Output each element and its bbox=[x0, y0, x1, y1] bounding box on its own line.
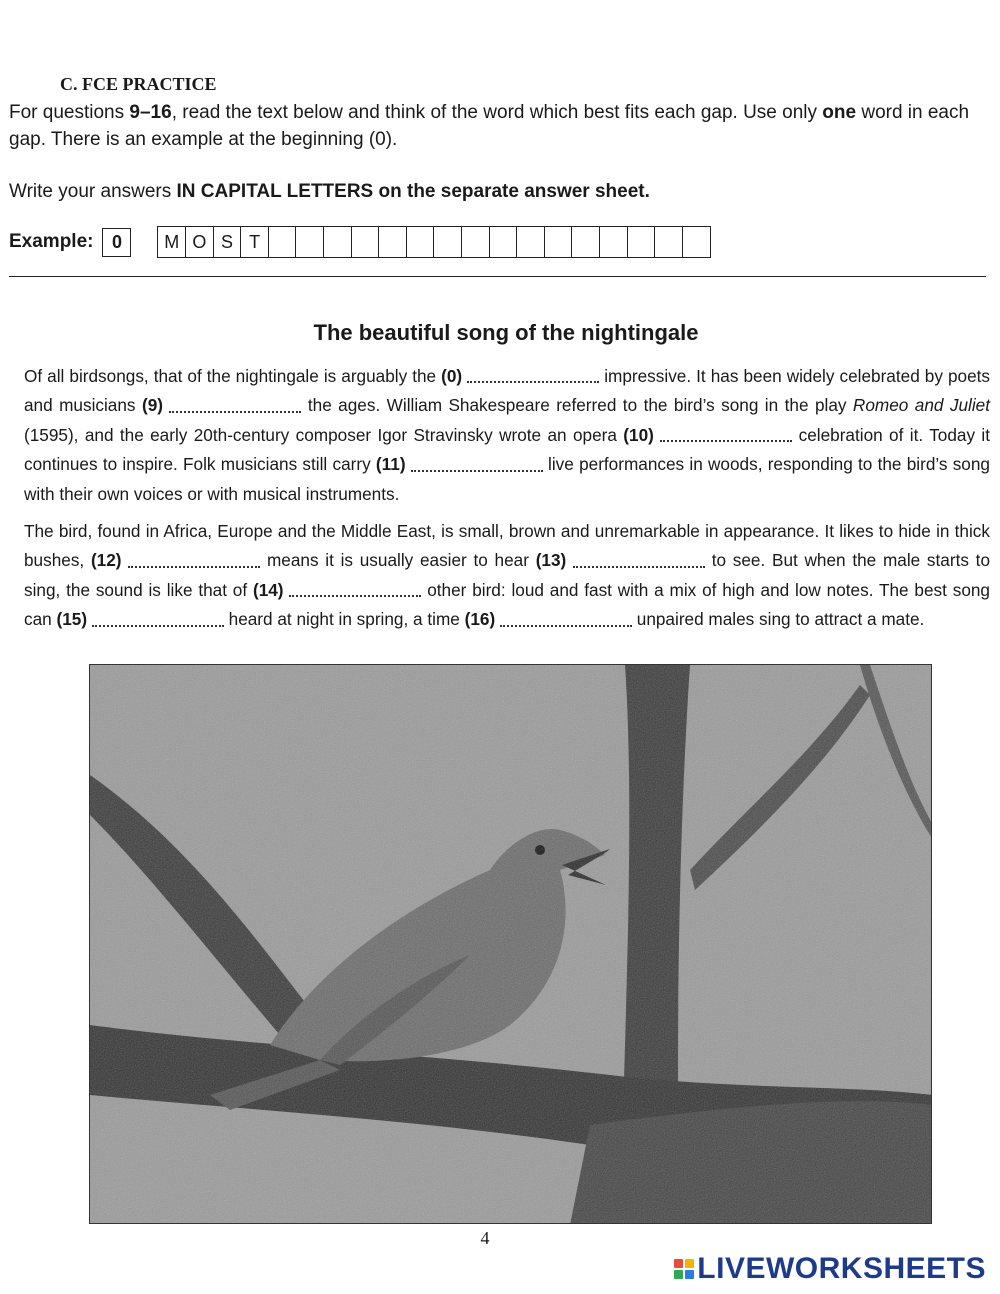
gap-0 bbox=[467, 371, 599, 383]
logo-square-yellow bbox=[685, 1259, 694, 1268]
instructions-paragraph bbox=[9, 99, 989, 153]
answer-cell bbox=[296, 227, 324, 257]
play-title: Romeo and Juliet bbox=[852, 395, 990, 416]
instr-text-1: For questions bbox=[9, 102, 130, 123]
question-range: 9–16 bbox=[129, 102, 172, 123]
p1-text-1: Of all birdsongs, that of the nightingale is arguably the bbox=[24, 366, 442, 386]
p1-text-5: celebration of it. Today it continues to inspire. Folk musicians still carry bbox=[24, 424, 991, 475]
answer-instruction-text: Write your answers bbox=[9, 181, 177, 202]
gap-15[interactable] bbox=[92, 615, 224, 627]
gap-number-10: (10) bbox=[623, 424, 654, 445]
liveworksheets-logo[interactable] bbox=[674, 1252, 986, 1286]
gap-16[interactable] bbox=[500, 615, 632, 627]
article-title: The beautiful song of the nightingale bbox=[313, 320, 699, 345]
liveworksheets-text: LIVEWORKSHEETS bbox=[697, 1252, 986, 1285]
page-number: 4 bbox=[480, 1228, 490, 1248]
article-paragraph-1 bbox=[24, 362, 990, 509]
gap-number-16: (16) bbox=[464, 609, 496, 630]
answer-cell bbox=[600, 227, 628, 257]
answer-cell bbox=[434, 227, 462, 257]
gap-number-13: (13) bbox=[535, 550, 567, 571]
answer-cell bbox=[655, 227, 683, 257]
answer-instruction bbox=[9, 178, 989, 205]
answer-cell: T bbox=[241, 227, 269, 257]
gap-number-12: (12) bbox=[90, 550, 122, 571]
gap-11[interactable] bbox=[411, 460, 543, 472]
gap-10[interactable] bbox=[660, 430, 792, 442]
p1-text-4: (1595), and the early 20th-century composer Igor Stravinsky wrote an opera bbox=[24, 424, 624, 445]
logo-square-blue bbox=[685, 1270, 694, 1279]
answer-cell: M bbox=[158, 227, 186, 257]
gap-number-0: (0) bbox=[441, 366, 463, 386]
p1-text-6: live performances in woods, responding to the bird’s song with their own voices or with musical instruments. bbox=[24, 454, 990, 504]
answer-cell bbox=[517, 227, 545, 257]
answer-cell bbox=[352, 227, 380, 257]
answer-cell: O bbox=[186, 227, 214, 257]
example-row bbox=[9, 226, 711, 258]
article-paragraph-2 bbox=[24, 517, 990, 635]
one-word-emphasis: one bbox=[822, 102, 857, 123]
example-label: Example: bbox=[9, 231, 94, 252]
instr-text-2: , read the text below and think of the word which best fits each gap. Use only bbox=[171, 102, 823, 123]
example-number-box: 0 bbox=[102, 228, 131, 257]
answer-cell bbox=[545, 227, 573, 257]
photo-grain bbox=[90, 665, 932, 1224]
answer-cell: S bbox=[214, 227, 242, 257]
p2-text-2: means it is usually easier to hear bbox=[260, 550, 536, 571]
p2-text-4: other bird: loud and fast with a mix of high and low notes. The best song can bbox=[24, 579, 990, 630]
answer-instruction-bold: IN CAPITAL LETTERS on the separate answer sheet. bbox=[176, 181, 650, 202]
section-title: C. FCE PRACTICE bbox=[60, 74, 217, 94]
answer-cell bbox=[683, 227, 711, 257]
logo-square-red bbox=[674, 1259, 683, 1268]
gap-number-14: (14) bbox=[252, 579, 284, 600]
gap-9[interactable] bbox=[169, 401, 301, 413]
gap-number-11: (11) bbox=[375, 454, 406, 475]
p2-text-3: to see. But when the male starts to sing, the sound is like that of bbox=[24, 550, 991, 600]
p2-text-5: heard at night in spring, a time bbox=[223, 609, 465, 630]
p2-text-1: The bird, found in Africa, Europe and the Middle East, is small, brown and unremarkable in appearance. It likes to hide in thick bushes, bbox=[24, 521, 990, 571]
nightingale-photo bbox=[89, 664, 932, 1224]
divider-line bbox=[9, 276, 986, 277]
answer-cell bbox=[628, 227, 656, 257]
liveworksheets-icon bbox=[674, 1259, 694, 1279]
gap-number-9: (9) bbox=[141, 395, 163, 416]
answer-cell bbox=[407, 227, 435, 257]
gap-13[interactable] bbox=[573, 556, 705, 568]
answer-cell bbox=[269, 227, 297, 257]
gap-number-15: (15) bbox=[56, 609, 88, 630]
example-answer-grid bbox=[157, 226, 711, 258]
logo-square-green bbox=[674, 1270, 683, 1279]
p1-text-3: the ages. William Shakespeare referred to the bird’s song in the play bbox=[301, 395, 853, 416]
gap-14[interactable] bbox=[289, 585, 421, 597]
p2-text-6: unpaired males sing to attract a mate. bbox=[631, 609, 925, 630]
answer-cell bbox=[379, 227, 407, 257]
p1-text-2: impressive. It has been widely celebrated by poets and musicians bbox=[24, 366, 990, 416]
nightingale-illustration bbox=[90, 665, 932, 1224]
gap-12[interactable] bbox=[128, 556, 260, 568]
answer-cell bbox=[572, 227, 600, 257]
answer-cell bbox=[324, 227, 352, 257]
answer-cell bbox=[462, 227, 490, 257]
instr-text-3: word in each gap. There is an example at the beginning (0). bbox=[9, 102, 970, 150]
answer-cell bbox=[490, 227, 518, 257]
